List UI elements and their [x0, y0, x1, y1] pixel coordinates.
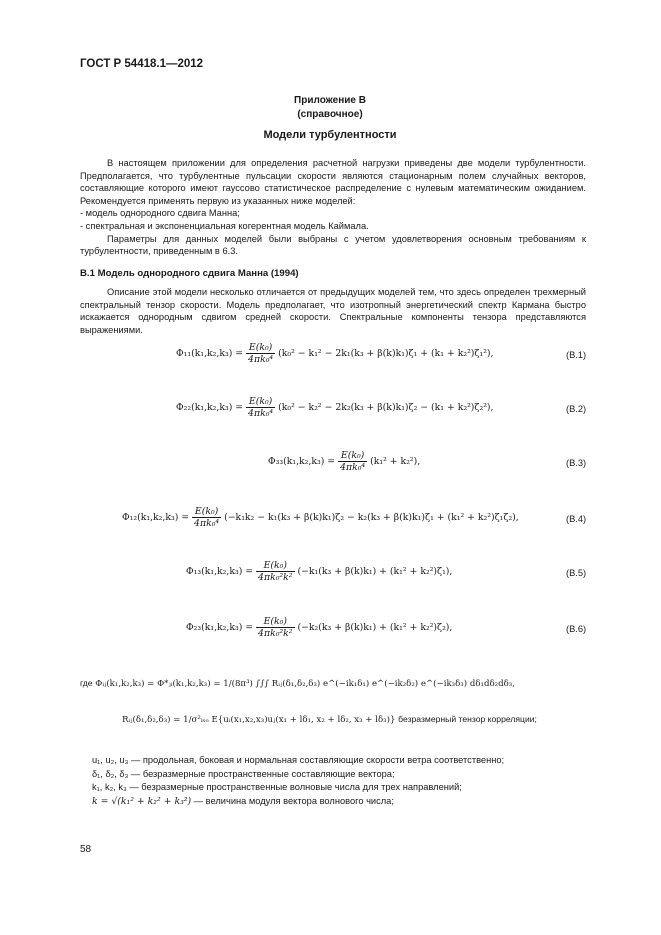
definition-item: k = √(k₁² + k₂² + k₃²) — величина модуля вектора волнового числа; [92, 795, 394, 807]
definitions-list [92, 754, 504, 808]
subsection-heading: В.1 Модель однородного сдвига Манна (1994) [80, 268, 299, 279]
equation-number: (В.2) [566, 404, 587, 414]
equation-b1: Φ₁₁(k₁,k₂,k₃) = $\frac{\text{E(k₀)}}{\text{4πk₀⁴}}$ (k₀² − k₁² − 2k₁(k₃ + β(k)k₁)ζ₁ + (k₁ + k₂²)ζ₁²), [176, 342, 494, 365]
definition-item: δ₁, δ₂, δ₃ — безразмерные пространственные составляющие вектора; [92, 768, 395, 779]
equation-b3: Φ₃₃(k₁,k₂,k₃) = $\frac{\text{E(k₀)}}{\text{4πk₀⁴}}$ (k₁² + k₂²), [268, 450, 421, 473]
intro-paragraph: Параметры для данных моделей были выбраны с учетом удовлетворения основным требованиям к турбулентности, приведенным в 6.3. [80, 233, 586, 257]
definition-item: u₁, u₂, u₃ — продольная, боковая и нормальная составляющие скорости ветра соответственно; [92, 755, 505, 765]
intro-paragraph: В настоящем приложении для определения расчетной нагрузки приведены две модели турбулентности. Предполагается, что турбулентные пульсации скорости являются стационарным полем случайных векторов, составляющие которого имеют гауссово статистическое распределение с нулевым математическим ожиданием. Рекомендуется применять первую из указанных ниже моделей: [80, 158, 586, 206]
section-paragraph: Описание этой модели несколько отличается от предыдущих моделей тем, что здесь определен трехмерный спектральный тензор скорости. Модель предполагает, что изотропный энергетический спектр Кармана быстро искажается однородным сдвигом средней скорости. Спектральные компоненты тензора представляются выражениями. [80, 287, 586, 335]
equation-number: (В.1) [566, 350, 587, 360]
appendix-subtitle: (справочное) [297, 109, 363, 120]
equation-number: (В.3) [566, 458, 587, 468]
fraction: $\frac{\text{E(k₀)}}{\text{4πk₀²k²}}$ [258, 616, 293, 639]
fraction: $\frac{\text{E(k₀)}}{\text{4πk₀⁴}}$ [248, 396, 274, 419]
equation-b2: Φ₂₂(k₁,k₂,k₃) = $\frac{\text{E(k₀)}}{\text{4πk₀⁴}}$ (k₀² − k₂² − 2k₂(k₃ + β(k)k₁)ζ₂ − (k₁ + k₂²)ζ₂²), [176, 396, 494, 419]
page-number: 58 [80, 844, 92, 855]
intro-list-item: - модель однородного сдвига Манна; [80, 208, 240, 219]
equation-number: (В.6) [566, 624, 587, 634]
equation-number: (В.5) [566, 568, 587, 578]
equation-number: (В.4) [566, 514, 587, 524]
fraction: $\frac{\text{E(k₀)}}{\text{4πk₀⁴}}$ [194, 506, 220, 529]
section-title: Модели турбулентности [263, 129, 397, 141]
intro-list-item: - спектральная и экспоненциальная когерентная модель Каймала. [80, 220, 369, 231]
equation-b6: Φ₂₃(k₁,k₂,k₃) = $\frac{\text{E(k₀)}}{\text{4πk₀²k²}}$ (−k₂(k₃ + β(k)k₁) + (k₁² + k₂²)ζ₂), [186, 616, 453, 639]
definition-item: k₁, k₂, k₃ — безразмерные пространственные волновые числа для трех направлений; [92, 782, 462, 793]
r-definition: Rᵢⱼ(δ₁,δ₂,δ₃) = 1/σ²ᵢₛₒ E{uᵢ(x₁,x₂,x₃)uⱼ(x₁ + lδ₁, x₂ + lδ₂, x₃ + lδ₃)} безразмерный тензор корреляции; [122, 714, 537, 725]
fraction: $\frac{\text{E(k₀)}}{\text{4πk₀²k²}}$ [258, 560, 293, 583]
equation-b5: Φ₁₃(k₁,k₂,k₃) = $\frac{\text{E(k₀)}}{\text{4πk₀²k²}}$ (−k₁(k₃ + β(k)k₁) + (k₁² + k₂²)ζ₁), [186, 560, 453, 583]
appendix-title: Приложение В [294, 95, 366, 106]
intro-block [80, 157, 586, 258]
fraction: $\frac{\text{E(k₀)}}{\text{4πk₀⁴}}$ [248, 342, 274, 365]
document-header: ГОСТ Р 54418.1—2012 [80, 58, 204, 70]
fraction: $\frac{\text{E(k₀)}}{\text{4πk₀⁴}}$ [340, 450, 366, 473]
phi-definition: где Φᵢⱼ(k₁,k₂,k₃) = Φ*ⱼᵢ(k₁,k₂,k₃) = 1/(8π³) ∫∫∫ Rᵢⱼ(δ₁,δ₂,δ₃) e^(−ik₁δ₁) e^(−ik₂δ₂) e^(−ik₃δ₃) dδ₁dδ₂dδ₃, [80, 678, 515, 689]
equation-b4: Φ₁₂(k₁,k₂,k₃) = $\frac{\text{E(k₀)}}{\text{4πk₀⁴}}$ (−k₁k₂ − k₁(k₃ + β(k)k₁)ζ₂ − k₂(k₃ + β(k)k₁)ζ₁ + (k₁² + k₂²)ζ₁ζ₂), [122, 506, 519, 529]
